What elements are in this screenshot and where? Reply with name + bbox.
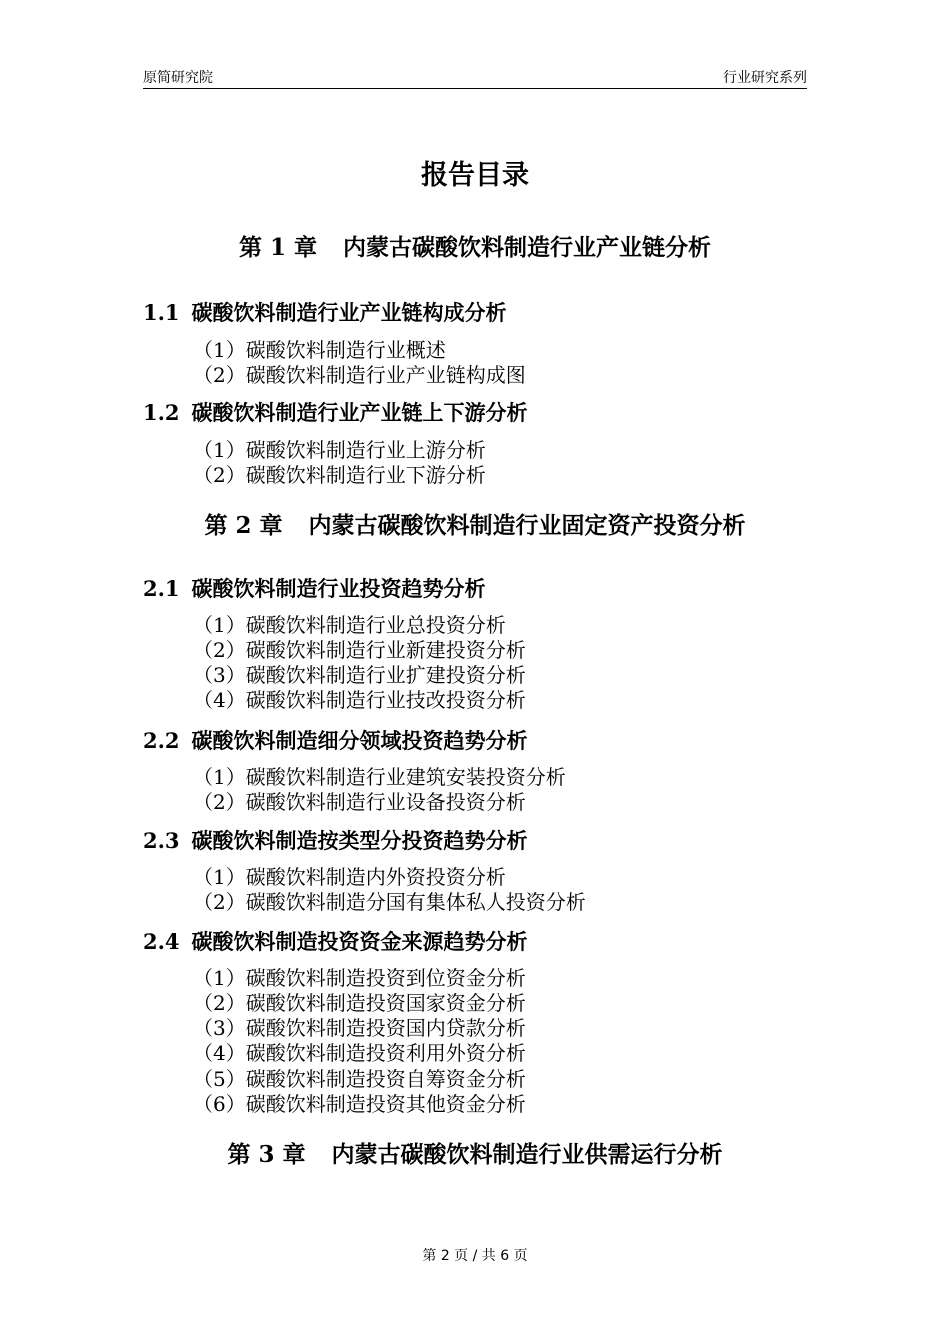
chapter-heading <box>0 1139 950 1171</box>
toc-item: （4）碳酸饮料制造投资利用外资分析 <box>193 1041 526 1065</box>
toc-item: （1）碳酸饮料制造行业概述 <box>193 338 446 362</box>
section-number: 2.4 <box>143 929 180 954</box>
section-number: 2.2 <box>143 728 180 753</box>
chapter-heading <box>0 510 950 542</box>
header-org-name: 原简研究院 <box>143 70 213 86</box>
toc-item: （3）碳酸饮料制造投资国内贷款分析 <box>193 1016 526 1040</box>
section-title: 碳酸饮料制造投资资金来源趋势分析 <box>191 929 528 954</box>
section-heading <box>143 574 486 604</box>
chapter-title: 内蒙古碳酸饮料制造行业固定资产投资分析 <box>308 512 746 539</box>
section-title: 碳酸饮料制造行业产业链构成分析 <box>191 300 507 325</box>
toc-item: （1）碳酸饮料制造投资到位资金分析 <box>193 966 526 990</box>
section-number: 1.1 <box>143 300 180 325</box>
chapter-title: 内蒙古碳酸饮料制造行业供需运行分析 <box>331 1141 723 1168</box>
page-title: 报告目录 <box>421 160 529 191</box>
page-header <box>143 68 807 89</box>
section-number: 2.3 <box>143 828 180 853</box>
section-number: 2.1 <box>143 576 180 601</box>
chapter-number: 第 1 章 <box>238 234 318 261</box>
chapter-heading <box>0 232 950 264</box>
toc-item: （3）碳酸饮料制造行业扩建投资分析 <box>193 663 526 687</box>
toc-item: （2）碳酸饮料制造行业设备投资分析 <box>193 790 526 814</box>
header-series-name: 行业研究系列 <box>723 70 807 86</box>
toc-item: （1）碳酸饮料制造行业建筑安装投资分析 <box>193 765 566 789</box>
toc-item: （1）碳酸饮料制造内外资投资分析 <box>193 865 506 889</box>
chapter-number: 第 3 章 <box>227 1141 306 1168</box>
toc-item: （6）碳酸饮料制造投资其他资金分析 <box>193 1092 526 1116</box>
toc-item: （2）碳酸饮料制造分国有集体私人投资分析 <box>193 890 586 914</box>
section-heading <box>143 826 528 856</box>
section-title: 碳酸饮料制造细分领域投资趋势分析 <box>191 728 528 753</box>
chapter-title: 内蒙古碳酸饮料制造行业产业链分析 <box>343 234 712 261</box>
page-footer: 第 2 页 / 共 6 页 <box>422 1248 528 1264</box>
section-heading <box>143 298 507 328</box>
chapter-number: 第 2 章 <box>204 512 283 539</box>
section-heading <box>143 927 528 957</box>
section-heading <box>143 726 528 756</box>
toc-item: （2）碳酸饮料制造行业产业链构成图 <box>193 363 526 387</box>
toc-item: （1）碳酸饮料制造行业总投资分析 <box>193 613 506 637</box>
toc-item: （2）碳酸饮料制造行业新建投资分析 <box>193 638 526 662</box>
section-title: 碳酸饮料制造行业投资趋势分析 <box>191 576 486 601</box>
section-title: 碳酸饮料制造按类型分投资趋势分析 <box>191 828 528 853</box>
toc-item: （2）碳酸饮料制造行业下游分析 <box>193 463 486 487</box>
section-number: 1.2 <box>143 400 180 425</box>
toc-item: （1）碳酸饮料制造行业上游分析 <box>193 438 486 462</box>
section-title: 碳酸饮料制造行业产业链上下游分析 <box>191 400 528 425</box>
toc-item: （5）碳酸饮料制造投资自筹资金分析 <box>193 1067 526 1091</box>
toc-item: （4）碳酸饮料制造行业技改投资分析 <box>193 688 526 712</box>
toc-item: （2）碳酸饮料制造投资国家资金分析 <box>193 991 526 1015</box>
section-heading <box>143 398 528 428</box>
